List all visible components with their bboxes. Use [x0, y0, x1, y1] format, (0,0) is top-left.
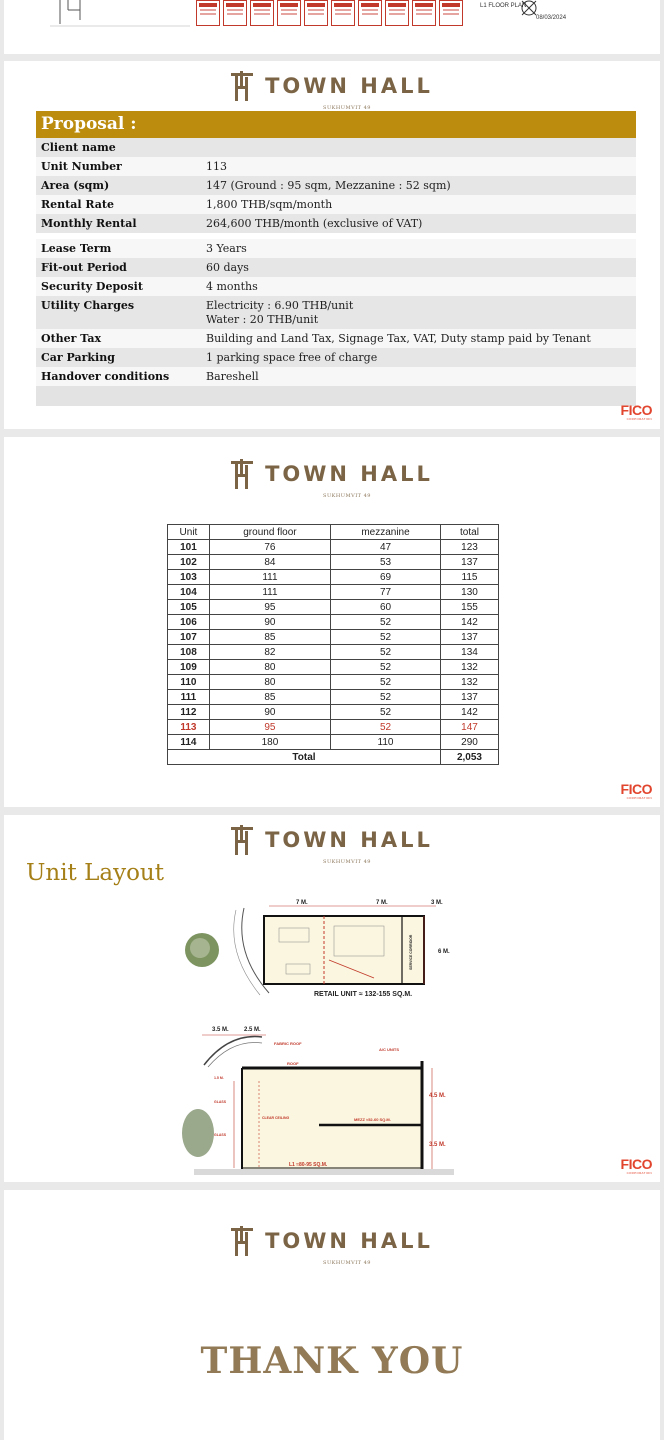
proposal-row-label: Rental Rate	[41, 198, 114, 211]
floor-plan-unit-box	[358, 0, 382, 26]
cell-ground-floor: 111	[209, 570, 330, 585]
proposal-row-value	[206, 179, 631, 193]
fico-logo	[612, 404, 652, 421]
table-row	[168, 585, 499, 600]
brand-sub: SUKHUMVIT 49	[323, 859, 371, 865]
cell-mezzanine: 77	[331, 585, 441, 600]
cell-mezzanine: 52	[331, 645, 441, 660]
cell-mezzanine: 52	[331, 705, 441, 720]
proposal-row-value-line: 3 Years	[206, 242, 247, 255]
cell-mezzanine: 69	[331, 570, 441, 585]
ground-floor-area-label: L1 ≈80-95 SQ.M.	[289, 1162, 328, 1168]
cell-total: 123	[440, 540, 498, 555]
service-corridor-label: SERVICE CORRIDOR	[409, 934, 413, 970]
proposal-row-label: Utility Charges	[41, 299, 135, 312]
table-row	[168, 690, 499, 705]
proposal-row-value-line: 60 days	[206, 261, 249, 274]
proposal-row-label: Fit-out Period	[41, 261, 127, 274]
proposal-row-value-line: 147 (Ground : 95 sqm, Mezzanine : 52 sqm)	[206, 179, 451, 192]
unit-layout-slide	[4, 815, 660, 1182]
cell-ground-floor: 95	[209, 600, 330, 615]
proposal-heading: Proposal :	[36, 111, 636, 138]
proposal-row-label: Client name	[41, 141, 116, 154]
cell-ground-floor: 84	[209, 555, 330, 570]
cell-mezzanine: 60	[331, 600, 441, 615]
table-row	[168, 720, 499, 735]
cell-mezzanine: 52	[331, 615, 441, 630]
mezzanine-label: MEZZ ≈52-60 SQ.M.	[354, 1117, 391, 1122]
cell-ground-floor: 90	[209, 615, 330, 630]
fico-logo-sub: CORPORATION	[626, 417, 652, 421]
unit-plan-drawing	[174, 898, 464, 1003]
cell-ground-floor: 85	[209, 630, 330, 645]
fico-logo-sub: CORPORATION	[626, 1171, 652, 1175]
cell-ground-floor: 95	[209, 720, 330, 735]
brand-sub: SUKHUMVIT 49	[323, 105, 371, 111]
cell-unit: 102	[168, 555, 210, 570]
unit-table-body	[168, 540, 499, 750]
canopy-height-label: 1.5 M.	[214, 1076, 224, 1080]
cell-total: 290	[440, 735, 498, 750]
proposal-row-value-line: 4 months	[206, 280, 258, 293]
section-dim-2: 2.5 M.	[244, 1027, 261, 1033]
cell-total: 132	[440, 675, 498, 690]
cell-mezzanine: 53	[331, 555, 441, 570]
proposal-row-label: Lease Term	[41, 242, 112, 255]
town-hall-logo	[4, 459, 660, 499]
floor-plan-date: 08/03/2024	[536, 15, 567, 21]
table-row	[168, 555, 499, 570]
floor-plan-unit-box	[412, 0, 436, 26]
table-row	[168, 735, 499, 750]
cell-unit: 107	[168, 630, 210, 645]
town-hall-logo	[4, 71, 660, 111]
table-row	[168, 675, 499, 690]
table-row	[168, 630, 499, 645]
proposal-row	[36, 138, 636, 157]
proposal-row-label: Handover conditions	[41, 370, 170, 383]
plan-dim-3: 3 M.	[431, 900, 443, 906]
cell-ground-floor: 80	[209, 675, 330, 690]
brand-sub: SUKHUMVIT 49	[323, 493, 371, 499]
ac-units-label: A/C UNITS	[379, 1047, 399, 1052]
compass-icon	[519, 0, 539, 16]
unit-area-slide	[4, 437, 660, 807]
proposal-row-value-line: 1,800 THB/sqm/month	[206, 198, 333, 211]
cell-total: 130	[440, 585, 498, 600]
proposal-table	[36, 111, 636, 406]
cell-unit: 113	[168, 720, 210, 735]
proposal-row-value	[206, 160, 631, 174]
section-dim-1: 3.5 M.	[212, 1027, 229, 1033]
cell-total: 137	[440, 690, 498, 705]
floor-plan-unit-box	[439, 0, 463, 26]
cell-unit: 110	[168, 675, 210, 690]
proposal-row-value	[206, 351, 631, 365]
proposal-row-value	[206, 299, 631, 327]
cell-total: 132	[440, 660, 498, 675]
fico-logo	[612, 783, 652, 800]
table-row	[168, 600, 499, 615]
proposal-slide	[4, 61, 660, 429]
table-row	[168, 615, 499, 630]
table-total-row	[168, 750, 499, 765]
fico-logo-text: FICO	[620, 402, 652, 418]
cell-unit: 101	[168, 540, 210, 555]
cell-total: 142	[440, 615, 498, 630]
proposal-row-label: Security Deposit	[41, 280, 143, 293]
floor-plan-title: L1 FLOOR PLAN	[480, 3, 527, 9]
proposal-row	[36, 239, 636, 258]
cell-ground-floor: 82	[209, 645, 330, 660]
floor-plan-unit-box	[277, 0, 301, 26]
glass-label-2: GLASS	[214, 1133, 227, 1137]
proposal-row	[36, 348, 636, 367]
table-row	[168, 570, 499, 585]
town-hall-logo-icon	[231, 825, 253, 855]
table-row	[168, 540, 499, 555]
proposal-row	[36, 367, 636, 386]
cell-ground-floor: 85	[209, 690, 330, 705]
cell-total: 137	[440, 630, 498, 645]
proposal-row-value	[206, 280, 631, 294]
table-row	[168, 660, 499, 675]
cell-mezzanine: 52	[331, 630, 441, 645]
cell-mezzanine: 52	[331, 690, 441, 705]
proposal-footer-bar	[36, 386, 636, 406]
proposal-rows	[36, 138, 636, 386]
thank-you-text: THANK YOU	[200, 1340, 464, 1382]
proposal-row-value	[206, 141, 631, 155]
cell-total: 137	[440, 555, 498, 570]
cell-mezzanine: 47	[331, 540, 441, 555]
brand-name: TOWN HALL	[265, 74, 433, 98]
brand-sub: SUKHUMVIT 49	[323, 1260, 371, 1266]
cell-unit: 105	[168, 600, 210, 615]
table-header-row	[168, 525, 499, 540]
cell-total: 147	[440, 720, 498, 735]
cell-ground-floor: 90	[209, 705, 330, 720]
proposal-row	[36, 157, 636, 176]
section-height-2: 3.5 M.	[429, 1142, 446, 1148]
unit-area-table	[167, 524, 499, 765]
proposal-row-value-line: Water : 20 THB/unit	[206, 313, 319, 326]
cell-unit: 114	[168, 735, 210, 750]
proposal-row	[36, 176, 636, 195]
floor-plan-unit-box	[304, 0, 328, 26]
town-hall-logo-icon	[231, 459, 253, 489]
cell-mezzanine: 110	[331, 735, 441, 750]
floor-plan-unit-box	[385, 0, 409, 26]
cell-mezzanine: 52	[331, 675, 441, 690]
fico-logo-sub: CORPORATION	[626, 796, 652, 800]
proposal-row-label: Car Parking	[41, 351, 115, 364]
proposal-row-value-line: Bareshell	[206, 370, 259, 383]
tree-elevation-icon	[182, 1109, 214, 1157]
cell-unit: 108	[168, 645, 210, 660]
column-header-ground-floor: ground floor	[209, 525, 330, 540]
floor-plan-unit-box	[196, 0, 220, 26]
unit-section-drawing	[174, 1021, 464, 1176]
proposal-row	[36, 214, 636, 233]
proposal-row	[36, 195, 636, 214]
town-hall-logo-icon	[231, 1226, 253, 1256]
plan-dim-4: 6 M.	[438, 949, 450, 955]
fico-logo-text: FICO	[620, 781, 652, 797]
section-height-1: 4.5 M.	[429, 1093, 446, 1099]
proposal-row-value-line: Electricity : 6.90 THB/unit	[206, 299, 354, 312]
cell-total: 134	[440, 645, 498, 660]
brand-name: TOWN HALL	[265, 462, 433, 486]
fico-logo-text: FICO	[620, 1156, 652, 1172]
cell-total: 142	[440, 705, 498, 720]
proposal-row-label: Other Tax	[41, 332, 102, 345]
cell-unit: 112	[168, 705, 210, 720]
column-header-total: total	[440, 525, 498, 540]
cell-unit: 104	[168, 585, 210, 600]
roof-label: ROOF	[287, 1061, 299, 1066]
proposal-row-value	[206, 217, 631, 231]
proposal-row-value-line: Building and Land Tax, Signage Tax, VAT, Duty stamp paid by Tenant	[206, 332, 591, 345]
plan-dim-2: 7 M.	[376, 900, 388, 906]
table-row	[168, 705, 499, 720]
column-header-unit: Unit	[168, 525, 210, 540]
floor-plan-slide	[4, 0, 660, 54]
fabric-roof-label: FABRIC ROOF	[274, 1041, 302, 1046]
proposal-row-value-line: 264,600 THB/month (exclusive of VAT)	[206, 217, 423, 230]
fico-logo	[612, 1158, 652, 1175]
plan-dim-1: 7 M.	[296, 900, 308, 906]
glass-label-1: GLASS	[214, 1100, 227, 1104]
cell-ground-floor: 111	[209, 585, 330, 600]
town-hall-logo-icon	[231, 71, 253, 101]
proposal-row-value-line: 113	[206, 160, 227, 173]
proposal-row-value	[206, 370, 631, 384]
cell-ground-floor: 80	[209, 660, 330, 675]
column-header-mezzanine: mezzanine	[331, 525, 441, 540]
town-hall-logo	[4, 1226, 660, 1266]
floor-plan-unit-box	[250, 0, 274, 26]
proposal-row	[36, 258, 636, 277]
unit-layout-title: Unit Layout	[26, 860, 164, 886]
town-hall-logo	[4, 825, 660, 865]
cell-mezzanine: 52	[331, 660, 441, 675]
cell-unit: 109	[168, 660, 210, 675]
cell-mezzanine: 52	[331, 720, 441, 735]
proposal-row-value-line: 1 parking space free of charge	[206, 351, 378, 364]
brand-name: TOWN HALL	[265, 1229, 433, 1253]
proposal-row-label: Area (sqm)	[41, 179, 110, 192]
total-label: Total	[168, 750, 441, 765]
proposal-row-label: Unit Number	[41, 160, 122, 173]
cell-ground-floor: 180	[209, 735, 330, 750]
thank-you-slide	[4, 1190, 660, 1440]
cell-total: 155	[440, 600, 498, 615]
brand-name: TOWN HALL	[265, 828, 433, 852]
cell-unit: 111	[168, 690, 210, 705]
floor-plan-unit-box	[331, 0, 355, 26]
retail-unit-caption: RETAIL UNIT ≈ 132-155 SQ.M.	[314, 991, 413, 998]
proposal-row-label: Monthly Rental	[41, 217, 137, 230]
proposal-row	[36, 296, 636, 329]
proposal-row	[36, 329, 636, 348]
proposal-row-value	[206, 198, 631, 212]
cell-unit: 103	[168, 570, 210, 585]
proposal-row	[36, 277, 636, 296]
table-row	[168, 645, 499, 660]
total-value: 2,053	[440, 750, 498, 765]
cell-ground-floor: 76	[209, 540, 330, 555]
proposal-row-value	[206, 332, 631, 346]
proposal-row-value	[206, 261, 631, 275]
cell-unit: 106	[168, 615, 210, 630]
proposal-row-value	[206, 242, 631, 256]
cell-total: 115	[440, 570, 498, 585]
floor-plan-unit-box	[223, 0, 247, 26]
clear-ceiling-label: CLEAR CEILING	[262, 1116, 290, 1120]
